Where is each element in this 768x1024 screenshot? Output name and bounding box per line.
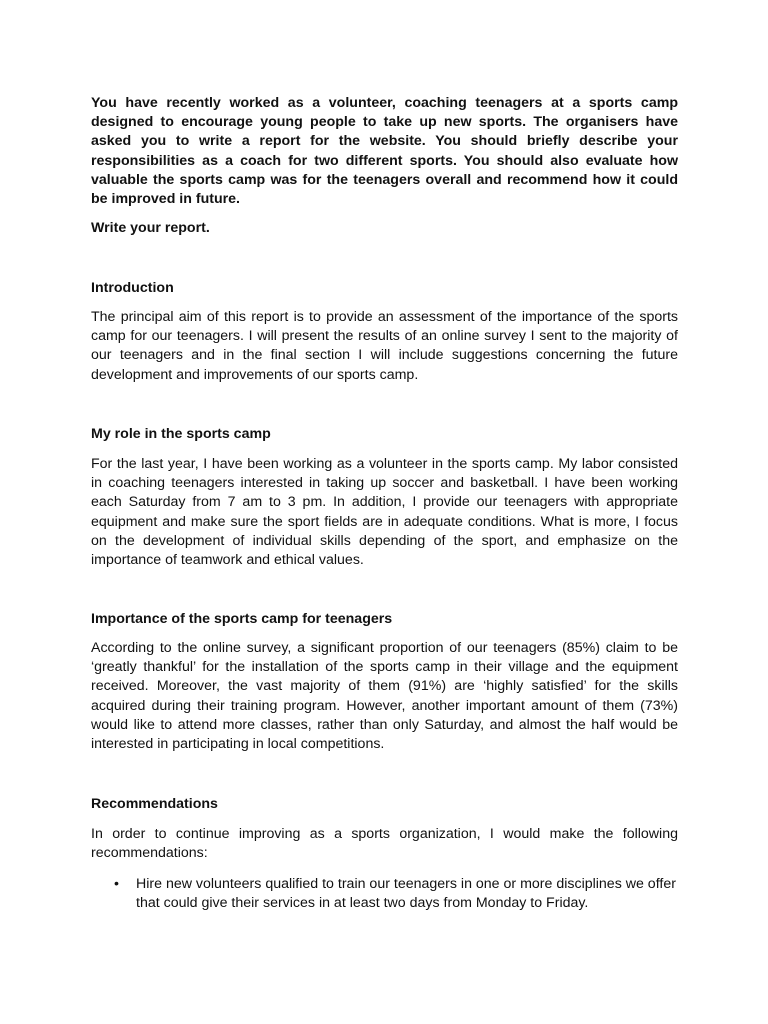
role-heading: My role in the sports camp bbox=[91, 426, 271, 442]
bullet-icon: • bbox=[114, 876, 119, 892]
task-instruction: Write your report. bbox=[91, 220, 210, 236]
recommendations-body: In order to continue improving as a sports organization, I would make the following recommendations: bbox=[91, 826, 678, 862]
list-item-text: Hire new volunteers qualified to train our teenagers in one or more disciplines we offer that could give their services in at least two days from Monday to Friday. bbox=[136, 876, 676, 912]
importance-heading: Importance of the sports camp for teenagers bbox=[91, 611, 393, 627]
task-prompt: You have recently worked as a volunteer, coaching teenagers at a sports camp designed to encourage young people to take up new sports. The organisers have asked you to write a report for the website. You should briefly describe your responsibilities as a coach for two different sports. You should also evaluate how valuable the sports camp was for the teenagers overall and recommend how it could be improved in future. bbox=[91, 95, 678, 208]
importance-body: According to the online survey, a significant proportion of our teenagers (85%) claim to be ‘greatly thankful’ for the installation of the sports camp in their village and the equipment received. Moreover, the vast majority of them (91%) are ‘highly satisfied’ for the skills acquired during their training program. However, another important amount of them (73%) would like to attend more classes, rather than only Saturday, and almost the half would be interested in participating in local competitions. bbox=[91, 640, 678, 753]
introduction-heading: Introduction bbox=[91, 280, 174, 296]
introduction-body: The principal aim of this report is to provide an assessment of the importance of the sports camp for our teenagers. I will present the results of an online survey I sent to the majority of our teenagers and in the final section I will include suggestions concerning the future development and improvements of our sports camp. bbox=[91, 309, 678, 383]
role-body: For the last year, I have been working as a volunteer in the sports camp. My labor consisted in coaching teenagers interested in taking up soccer and basketball. I have been working each Saturday from 7 am to 3 pm. In addition, I provide our teenagers with appropriate equipment and make sure the sport fields are in adequate conditions. What is more, I focus on the development of individual skills depending of the sport, and emphasize on the importance of teamwork and ethical values. bbox=[91, 456, 678, 569]
recommendations-heading: Recommendations bbox=[91, 796, 218, 812]
